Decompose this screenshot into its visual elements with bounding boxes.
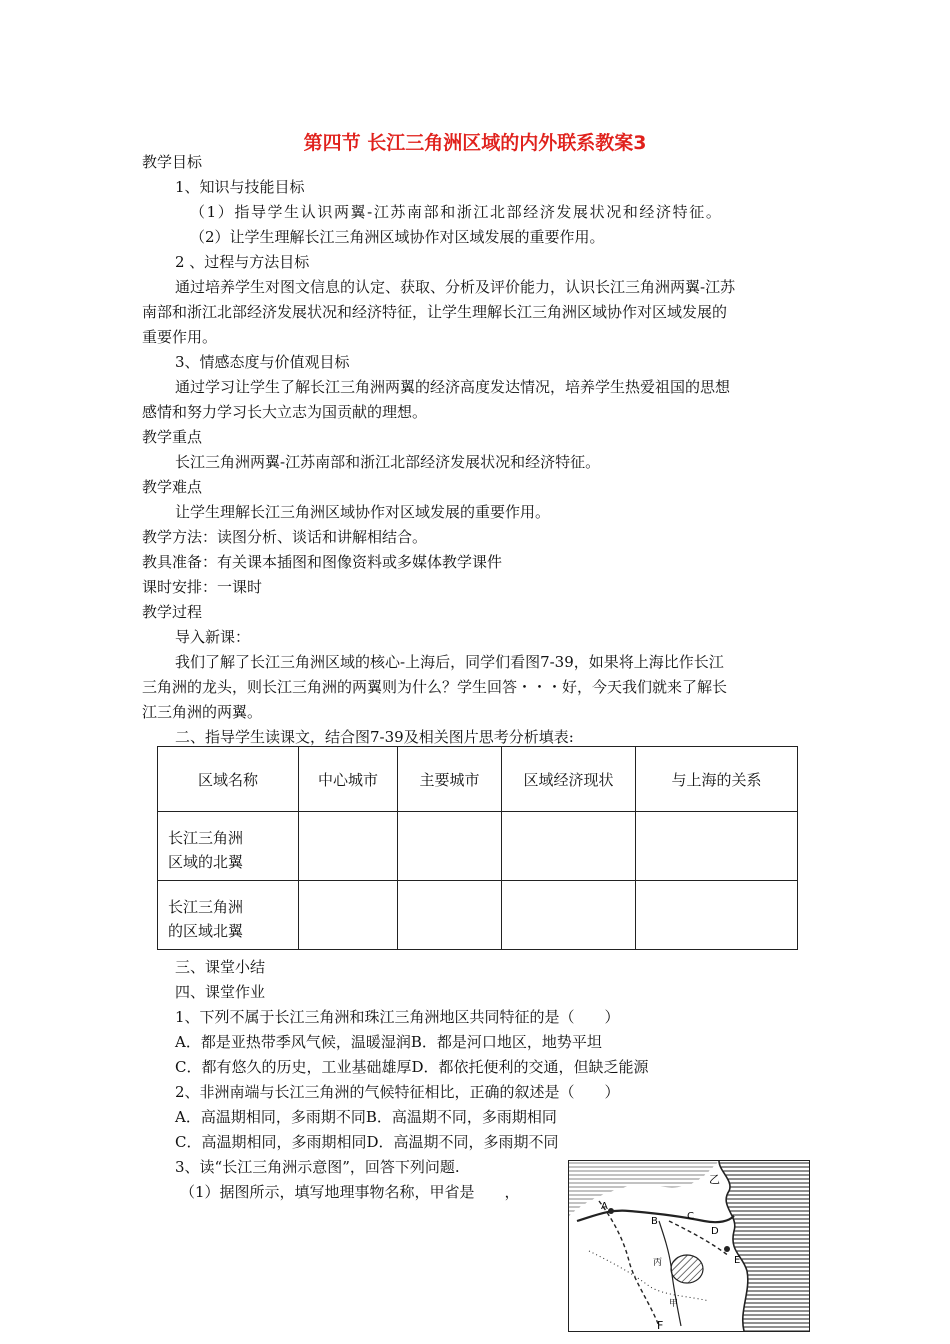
- table-header-cell: 主要城市: [398, 747, 502, 812]
- table-header-cell: 区域经济现状: [502, 747, 636, 812]
- map-label-b: B: [651, 1216, 658, 1227]
- question-1-options-cd: C．都有悠久的历史，工业基础雄厚D．都依托便利的交通，但缺乏能源: [175, 1058, 649, 1076]
- document-title: 第四节 长江三角洲区域的内外联系教案3: [303, 132, 647, 154]
- table-cell: [398, 881, 502, 950]
- table-header-cell: 与上海的关系: [636, 747, 798, 812]
- table-cell: [636, 812, 798, 881]
- taihu-lake: [671, 1255, 703, 1283]
- teaching-methods: 教学方法：读图分析、谈话和讲解相结合。: [142, 528, 428, 546]
- goal-item-2: （2）让学生理解长江三角洲区域协作对区域发展的重要作用。: [190, 228, 605, 246]
- heading-difficulties: 教学难点: [142, 478, 203, 496]
- table-cell: [299, 881, 398, 950]
- paragraph-process-line-1: 通过培养学生对图文信息的认定、获取、分析及评价能力，认识长江三角洲两翼-江苏: [175, 278, 736, 296]
- heading-key-points: 教学重点: [142, 428, 203, 446]
- table-cell: [502, 812, 636, 881]
- table-row: [158, 881, 798, 950]
- table-row: [158, 812, 798, 881]
- map-label-f: F: [657, 1319, 664, 1331]
- question-2-options-ab: A．高温期相同，多雨期不同B．高温期不同，多雨期相同: [175, 1108, 557, 1126]
- map-drawing: [569, 1161, 809, 1331]
- heading-teaching-process: 教学过程: [142, 603, 203, 621]
- heading-teaching-goals: 教学目标: [142, 153, 203, 171]
- intro-paragraph-line-1: 我们了解了长江三角洲区域的核心-上海后，同学们看图7-39，如果将上海比作长江: [175, 653, 724, 671]
- table-cell: [398, 812, 502, 881]
- table-cell: [636, 881, 798, 950]
- question-1: 1、下列不属于长江三角洲和珠江三角洲地区共同特征的是（ ）: [175, 1008, 620, 1026]
- section-two-heading: 二、指导学生读课文，结合图7-39及相关图片思考分析填表:: [175, 728, 574, 746]
- paragraph-attitude-line-2: 感情和努力学习长大立志为国贡献的理想。: [142, 403, 428, 421]
- table-header-cell: 中心城市: [299, 747, 398, 812]
- question-1-options-ab: A．都是亚热带季风气候，温暖湿润B．都是河口地区，地势平坦: [175, 1033, 602, 1051]
- map-label-a: A: [601, 1201, 608, 1212]
- table-cell: 长江三角洲 区域的北翼: [158, 812, 299, 881]
- paragraph-attitude-line-1: 通过学习让学生了解长江三角洲两翼的经济高度发达情况，培养学生热爱祖国的思想: [175, 378, 731, 396]
- map-label-c: C: [687, 1211, 694, 1222]
- question-2-options-cd: C．高温期相同，多雨期相同D．高温期不同，多雨期不同: [175, 1133, 559, 1151]
- table-cell: [502, 881, 636, 950]
- map-label-yi: 乙: [709, 1173, 720, 1186]
- question-2: 2、非洲南端与长江三角洲的气候特征相比，正确的叙述是（ ）: [175, 1083, 620, 1101]
- table-cell: 长江三角洲 的区域北翼: [158, 881, 299, 950]
- difficulties-text: 让学生理解长江三角洲区域协作对区域发展的重要作用。: [175, 503, 551, 521]
- class-schedule: 课时安排：一课时: [142, 578, 263, 596]
- map-label-d: D: [711, 1226, 719, 1237]
- paragraph-process-line-3: 重要作用。: [142, 328, 218, 346]
- subheading-process-goals: 2 、过程与方法目标: [175, 253, 310, 271]
- northern-water: [569, 1161, 719, 1216]
- question-3: 3、读“长江三角洲示意图”，回答下列问题.: [175, 1158, 460, 1176]
- subheading-introduction: 导入新课：: [175, 628, 251, 646]
- table-cell: [299, 812, 398, 881]
- subheading-knowledge-goals: 1、知识与技能目标: [175, 178, 305, 196]
- sea-area: [719, 1161, 809, 1331]
- yangtze-delta-map: [568, 1160, 810, 1332]
- intro-paragraph-line-3: 江三角洲的两翼。: [142, 703, 263, 721]
- map-label-jia: 甲: [669, 1299, 679, 1309]
- railway-line: [599, 1201, 659, 1326]
- city-marker: [608, 1208, 614, 1214]
- section-three-heading: 三、课堂小结: [175, 958, 266, 976]
- analysis-table: [157, 746, 798, 950]
- city-marker: [724, 1246, 730, 1252]
- table-header-cell: 区域名称: [158, 747, 299, 812]
- question-3-part-1: （1）据图所示，填写地理事物名称，甲省是 ，: [180, 1183, 520, 1201]
- railway-line: [669, 1221, 729, 1256]
- teaching-materials: 教具准备：有关课本插图和图像资料或多媒体教学课件: [142, 553, 503, 571]
- key-points-text: 长江三角洲两翼-江苏南部和浙江北部经济发展状况和经济特征。: [175, 453, 601, 471]
- subheading-attitude-goals: 3、情感态度与价值观目标: [175, 353, 350, 371]
- paragraph-process-line-2: 南部和浙江北部经济发展状况和经济特征，让学生理解长江三角洲区域协作对区域发展的: [142, 303, 728, 321]
- map-label-bing: 丙: [653, 1258, 663, 1268]
- table-header-row: [158, 747, 798, 812]
- map-label-e: E: [734, 1255, 741, 1266]
- goal-item-1: （1）指导学生认识两翼-江苏南部和浙江北部经济发展状况和经济特征。: [190, 203, 723, 221]
- intro-paragraph-line-2: 三角洲的龙头，则长江三角洲的两翼则为什么？学生回答・・・好，今天我们就来了解长: [142, 678, 728, 696]
- section-four-heading: 四、课堂作业: [175, 983, 266, 1001]
